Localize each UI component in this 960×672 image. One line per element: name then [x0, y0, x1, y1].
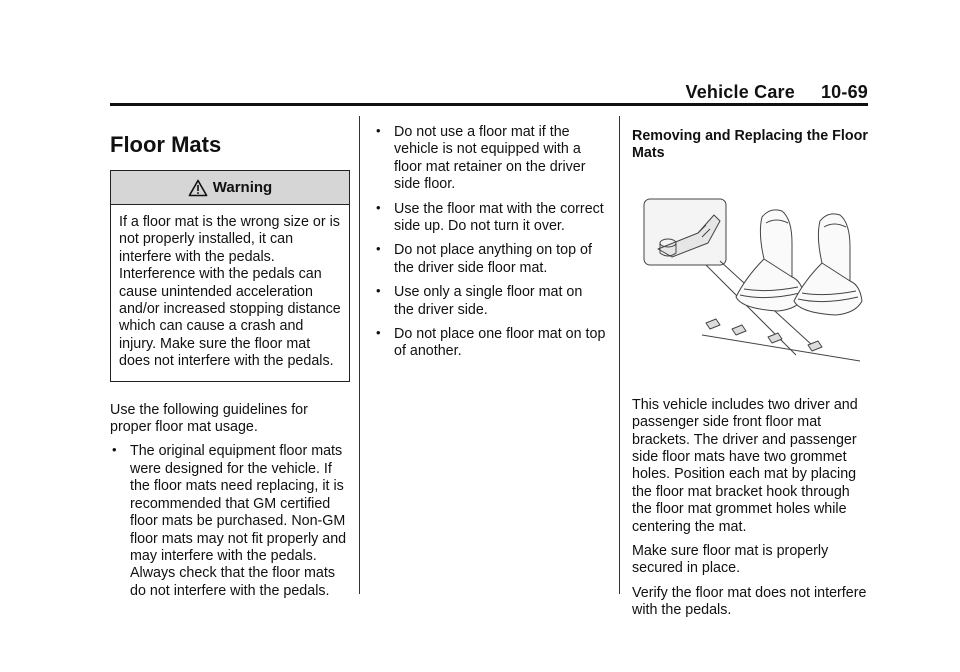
paragraph: Make sure floor mat is properly secured in place.	[632, 543, 829, 577]
list-item: • Do not place anything on top of the driver side floor mat.	[376, 241, 592, 276]
paragraph: Verify the floor mat does not interfere with the pedals.	[632, 584, 867, 619]
list-item: • Do not place one floor mat on top of another.	[376, 325, 606, 360]
header-section-title: Vehicle Care	[685, 82, 795, 102]
floor-mat-illustration	[636, 185, 868, 373]
list-item: • The original equipment floor mats were designed for the vehicle. If the floor mats need replacing, it is recommended that GM certified floor mats be purchased. Non-GM floor mats may not fit properly and may interfere with the pedals. Always check that the floor mats do not interfere with the pedals.	[112, 442, 347, 599]
bullet-dot-icon: •	[376, 241, 381, 257]
subsection-title: Removing and Replacing the Floor Mats	[632, 128, 868, 162]
bullet-dot-icon: •	[376, 325, 381, 341]
seat-and-mat-bracket-icon	[636, 185, 868, 373]
intro-paragraph: Use the following guidelines for proper floor mat usage.	[110, 401, 308, 436]
list-item: • Do not use a floor mat if the vehicle is not equipped with a floor mat retainer on the driver side floor.	[376, 123, 586, 193]
warning-header	[111, 171, 349, 205]
warning-label: Warning	[212, 178, 273, 196]
column-2	[374, 112, 606, 368]
column-divider-1	[359, 116, 360, 594]
bullet-dot-icon: •	[112, 442, 117, 458]
header-page-number: 10-69	[820, 82, 868, 102]
column-1	[110, 112, 350, 607]
guideline-list-1	[110, 443, 350, 600]
guideline-list-2	[374, 124, 606, 361]
column-3	[632, 112, 868, 627]
list-item: • Use only a single floor mat on the driver side.	[376, 283, 583, 318]
header-rule	[110, 103, 868, 106]
bullet-dot-icon: •	[376, 123, 381, 138]
warning-box	[110, 170, 350, 382]
warning-text: If a floor mat is the wrong size or is not properly installed, it can interfere with the pedals. Interference with the pedals can cause unintended acceleration and/or increased stopping distance which can cause a crash and injury. Make sure the floor mat does not interfere with the pedals.	[119, 214, 341, 370]
section-title: Floor Mats	[110, 132, 222, 157]
paragraph: This vehicle includes two driver and passenger side front floor mat brackets. The driver and passenger side floor mats have two grommet holes. Position each mat by placing the floor mat bracket hook through the floor mat grommet holes while centering the mat.	[632, 396, 858, 535]
page-header	[110, 82, 868, 103]
list-item: • Use the floor mat with the correct side up. Do not turn it over.	[376, 199, 604, 235]
bullet-dot-icon: •	[376, 283, 381, 299]
bullet-dot-icon: •	[376, 199, 381, 215]
column-divider-2	[619, 116, 620, 594]
warning-triangle-icon	[188, 179, 208, 197]
